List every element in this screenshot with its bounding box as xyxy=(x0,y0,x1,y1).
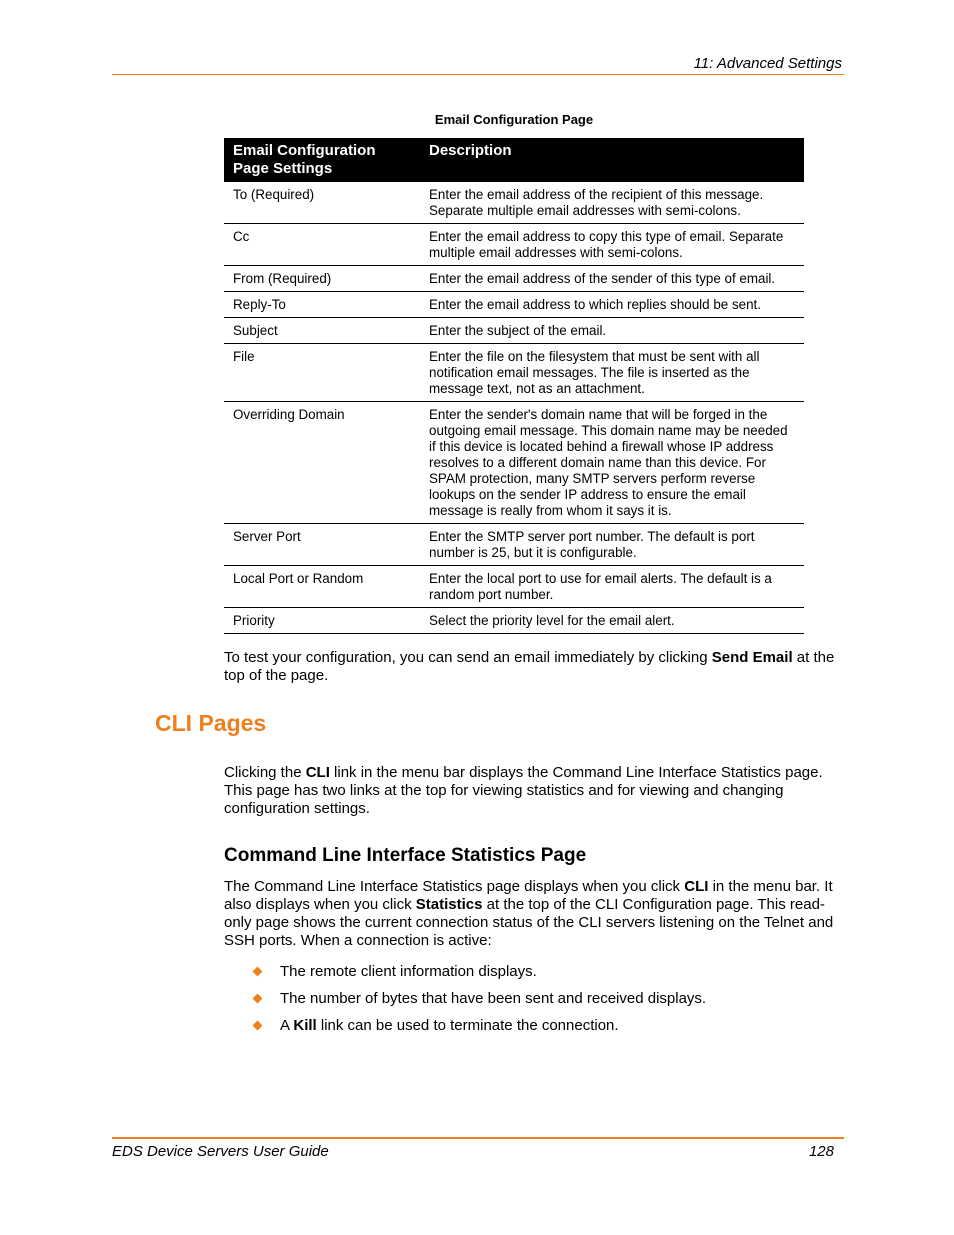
send-email-term: Send Email xyxy=(711,649,793,666)
table-row xyxy=(224,292,804,318)
subsection-heading-cli-statistics: Command Line Interface Statistics Page xyxy=(224,845,587,866)
footer-rule xyxy=(112,1137,844,1139)
diamond-bullet-icon xyxy=(253,967,263,977)
bullet-text: The number of bytes that have been sent and received displays. xyxy=(280,990,707,1007)
setting-cell: Reply-To xyxy=(224,292,420,318)
diamond-bullet-icon xyxy=(253,1021,263,1031)
description-cell: Enter the email address to copy this type of email. Separate multiple email addresses with semi-colons. xyxy=(420,224,804,266)
description-cell: Enter the SMTP server port number. The default is port number is 25, but it is configurable. xyxy=(420,524,804,566)
setting-cell: File xyxy=(224,344,420,402)
setting-cell: Subject xyxy=(224,318,420,344)
running-header: 11: Advanced Settings xyxy=(693,55,842,72)
setting-cell: Server Port xyxy=(224,524,420,566)
email-config-table xyxy=(224,138,804,634)
connection-bullet-list xyxy=(250,963,706,1044)
cli-intro-after: link in the menu bar displays the Command Line Interface Statistics page. This page has two links at the top for viewing statistics and for viewing and changing configuration settings. xyxy=(224,764,823,817)
table-row xyxy=(224,182,804,224)
list-item xyxy=(250,1017,706,1044)
table-row xyxy=(224,566,804,608)
table-row xyxy=(224,402,804,524)
cli-statistics-paragraph xyxy=(224,878,839,950)
diamond-bullet-icon xyxy=(253,994,263,1004)
statistics-term: Statistics xyxy=(415,896,483,913)
footer-guide-title: EDS Device Servers User Guide xyxy=(112,1143,329,1160)
setting-cell: Cc xyxy=(224,224,420,266)
list-item xyxy=(250,990,706,1017)
table-row xyxy=(224,266,804,292)
list-item xyxy=(250,963,706,990)
description-cell: Enter the email address of the recipient of this message. Separate multiple email addresses with semi-colons. xyxy=(420,182,804,224)
cli-intro-paragraph xyxy=(224,764,839,818)
setting-cell: Local Port or Random xyxy=(224,566,420,608)
cli-term: CLI xyxy=(684,878,709,895)
stats-part-1: The Command Line Interface Statistics page displays when you click xyxy=(224,878,685,895)
section-heading-cli-pages: CLI Pages xyxy=(155,710,267,736)
bullet-text: The remote client information displays. xyxy=(280,963,537,980)
test-config-paragraph xyxy=(224,649,839,685)
setting-cell: Overriding Domain xyxy=(224,402,420,524)
footer-page-number: 128 xyxy=(808,1143,834,1160)
setting-cell: From (Required) xyxy=(224,266,420,292)
test-text-before: To test your configuration, you can send an email immediately by clicking xyxy=(224,649,712,666)
column-header-description: Description xyxy=(420,138,804,182)
stats-part-2: in the menu bar. It also displays when you click xyxy=(224,878,833,913)
table-header-row xyxy=(224,138,804,182)
description-cell: Enter the local port to use for email alerts. The default is a random port number. xyxy=(420,566,804,608)
table-row xyxy=(224,344,804,402)
description-cell: Select the priority level for the email alert. xyxy=(420,608,804,634)
description-cell: Enter the subject of the email. xyxy=(420,318,804,344)
table-row xyxy=(224,524,804,566)
header-rule xyxy=(112,74,844,75)
table-row xyxy=(224,318,804,344)
cli-intro-before: Clicking the xyxy=(224,764,306,781)
description-cell: Enter the email address of the sender of this type of email. xyxy=(420,266,804,292)
description-cell: Enter the file on the filesystem that must be sent with all notification email messages. The file is inserted as the message text, not as an attachment. xyxy=(420,344,804,402)
column-header-settings: Email Configuration Page Settings xyxy=(224,138,420,182)
description-cell: Enter the sender's domain name that will be forged in the outgoing email message. This domain name may be needed if this device is located behind a firewall whose IP address resolves to a different domain name than this device. For SPAM protection, many SMTP servers perform reverse lookups on the sender IP address to ensure the email message is really from whom it says it is. xyxy=(420,402,804,524)
table-row xyxy=(224,224,804,266)
bullet-text-before: A xyxy=(280,1017,294,1034)
table-caption: Email Configuration Page xyxy=(434,112,594,127)
table-row xyxy=(224,608,804,634)
stats-part-3: at the top of the CLI Configuration page. This read-only page shows the current connection status of the CLI servers listening on the Telnet and SSH ports. When a connection is active: xyxy=(224,896,834,949)
test-text-after: at the top of the page. xyxy=(224,649,835,684)
cli-term: CLI xyxy=(305,764,330,781)
description-cell: Enter the email address to which replies should be sent. xyxy=(420,292,804,318)
bullet-text-after: link can be used to terminate the connection. xyxy=(316,1017,619,1034)
setting-cell: Priority xyxy=(224,608,420,634)
kill-term: Kill xyxy=(293,1017,317,1034)
setting-cell: To (Required) xyxy=(224,182,420,224)
